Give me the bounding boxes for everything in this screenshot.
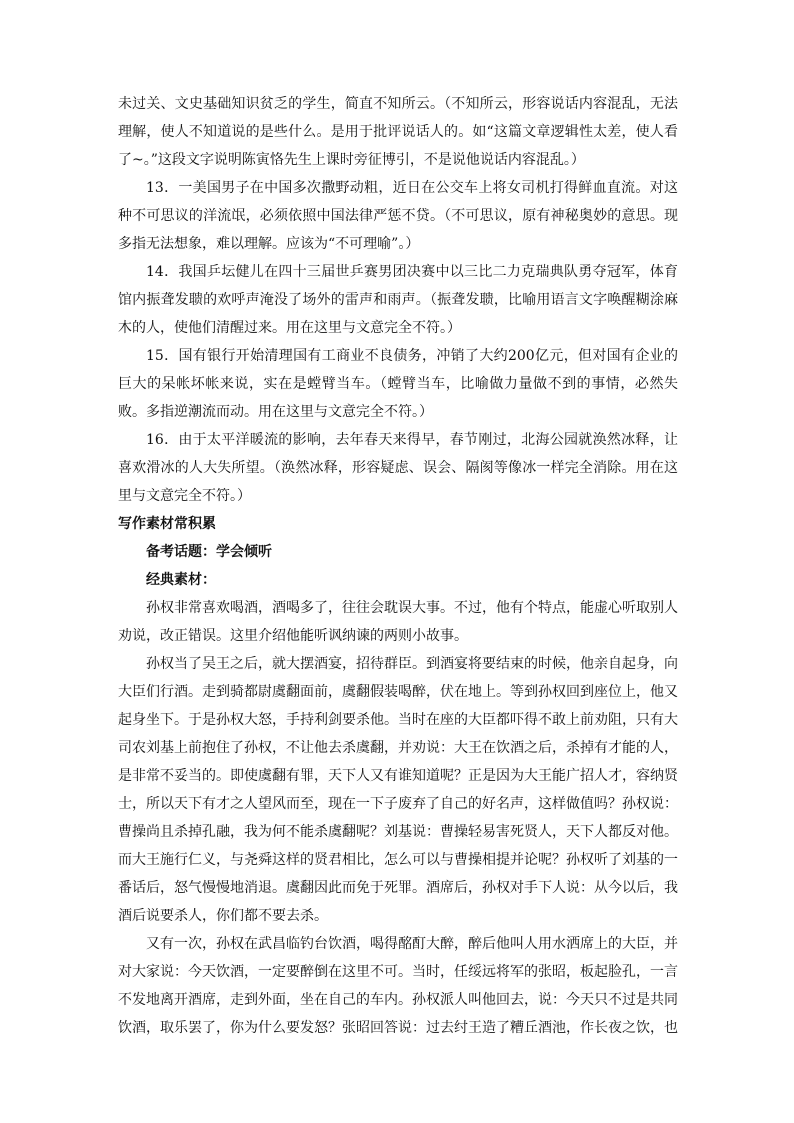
paragraph-item-14: 14．我国乒坛健儿在四十三届世乒赛男团决赛中以三比二力克瑞典队勇夺冠军，体育馆内振聋发聩的欢呼声淹没了场外的雷声和雨声。（振聋发聩，比喻用语言文字唤醒糊涂麻木的人，使他们清醒过来。用在这里与文意完全不符。） (118, 264, 678, 336)
section-heading: 写作素材常积累 (118, 516, 216, 532)
paragraph-item-16: 16．由于太平洋暖流的影响，去年春天来得早，春节刚过，北海公园就涣然冰释，让喜欢滑冰的人大失所望。（涣然冰释，形容疑虑、误会、隔阂等像冰一样完全消除。用在这里与文意完全不符。） (118, 432, 678, 504)
paragraph-item-13: 13．一美国男子在中国多次撒野动粗，近日在公交车上将女司机打得鲜血直流。对这种不可思议的洋流氓，必须依照中国法律严惩不贷。（不可思议，原有神秘奥妙的意思。现多指无法想象，难以理解。应该为“不可理喻”。） (118, 180, 678, 252)
paragraph-continuation: 未过关、文史基础知识贫乏的学生，简直不知所云。（不知所云，形容说话内容混乱，无法理解，使人不知道说的是些什么。是用于批评说话人的。如“这篇文章逻辑性太差，使人看了~。”这段文字说明陈寅恪先生上课时旁征博引，不是说他说话内容混乱。） (118, 96, 678, 168)
document-body (118, 90, 678, 1042)
topic-heading: 备考话题：学会倾听 (146, 544, 272, 560)
paragraph-item-15: 15．国有银行开始清理国有工商业不良债务，冲销了大约200亿元，但对国有企业的巨大的呆帐坏帐来说，实在是螳臂当车。（螳臂当车，比喻做力量做不到的事情，必然失败。多指逆潮流而动。用在这里与文意完全不符。） (118, 348, 678, 420)
story-one-paragraph: 孙权当了吴王之后，就大摆酒宴，招待群臣。到酒宴将要结束的时候，他亲自起身，向大臣们行酒。走到骑都尉虞翻面前，虞翻假装喝醉，伏在地上。等到孙权回到座位上，他又起身坐下。于是孙权大怒，手持利剑要杀他。当时在座的大臣都吓得不敢上前劝阻，只有大司农刘基上前抱住了孙权，不让他去杀虞翻，并劝说：大王在饮酒之后，杀掉有才能的人，是非常不妥当的。即使虞翻有罪，天下人又有谁知道呢？正是因为大王能广招人才，容纳贤士，所以天下有才之人望风而至，现在一下子废弃了自己的好名声，这样做值吗？孙权说：曹操尚且杀掉孔融，我为何不能杀虞翻呢？刘基说：曹操轻易害死贤人，天下人都反对他。而大王施行仁义，与尧舜这样的贤君相比，怎么可以与曹操相提并论呢？孙权听了刘基的一番话后，怒气慢慢地消退。虞翻因此而免于死罪。酒席后，孙权对手下人说：从今以后，我酒后说要杀人，你们都不要去杀。 (118, 656, 678, 924)
story-two-paragraph: 又有一次，孙权在武昌临钓台饮酒，喝得酩酊大醉，醉后他叫人用水洒席上的大臣，并对大家说：今天饮酒，一定要醉倒在这里不可。当时，任绥远将军的张昭，板起脸孔，一言不发地离开酒席，走到外面，坐在自己的车内。孙权派人叫他回去，说：今天只不过是共同饮酒，取乐罢了，你为什么要发怒？张昭回答说：过去纣王造了糟丘酒池，作长夜之饮，也 (118, 936, 678, 1036)
material-heading: 经典素材： (146, 572, 216, 588)
story-intro-paragraph: 孙权非常喜欢喝酒，酒喝多了，往往会耽误大事。不过，他有个特点，能虚心听取别人劝说，改正错误。这里介绍他能听讽纳谏的两则小故事。 (118, 600, 678, 644)
